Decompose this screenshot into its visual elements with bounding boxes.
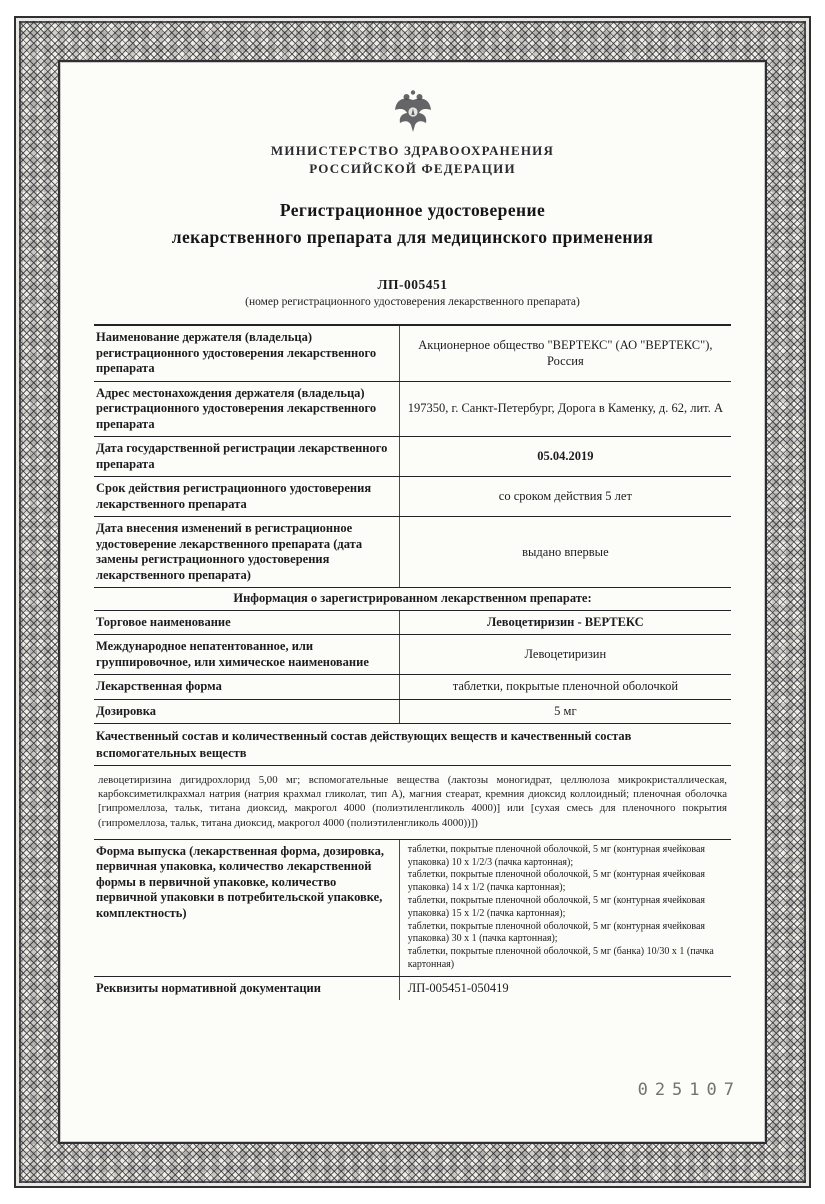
table-row-holder	[94, 326, 731, 382]
release-form-item: таблетки, покрытые пленочной оболочкой, 5 мг (контурная ячейковая упаковка) 14 х 1/2 (пачка картонная);	[407, 869, 705, 894]
certificate-document	[58, 60, 767, 1144]
table-row-requisites	[94, 977, 731, 1001]
field-value: выдано впервые	[522, 544, 609, 559]
composition-title-row	[94, 724, 731, 766]
field-value: ЛП-005451-050419	[407, 980, 509, 995]
document-title-line-1: Регистрационное удостоверение	[279, 200, 546, 221]
field-value: со сроком действия 5 лет	[498, 489, 632, 504]
document-title-line-2: лекарственного препарата для медицинского применения	[171, 227, 654, 248]
field-label: Дозировка	[94, 700, 400, 724]
table-row-dosage-form	[94, 675, 731, 700]
serial-number-stamp: 025107	[637, 1080, 741, 1100]
registration-number: ЛП-005451	[377, 277, 448, 293]
table-row-amendments	[94, 517, 731, 588]
certificate-table	[94, 324, 731, 1000]
ministry-line-2: РОССИЙСКОЙ ФЕДЕРАЦИИ	[309, 160, 516, 176]
field-label: Адрес местонахождения держателя (владельца) регистрационного удостоверения лекарственного препарата	[94, 382, 400, 437]
table-row-dosage	[94, 700, 731, 725]
document-title	[94, 197, 731, 251]
field-value: Левоцетиризин	[524, 647, 607, 662]
composition-title: Качественный состав и количественный состав действующих веществ и качественный состав вспомогательных веществ	[96, 729, 632, 760]
field-label: Наименование держателя (владельца) регистрационного удостоверения лекарственного препарата	[94, 326, 400, 381]
release-form-item: таблетки, покрытые пленочной оболочкой, 5 мг (банка) 10/30 х 1 (пачка картонная)	[407, 946, 714, 971]
field-value: Акционерное общество "ВЕРТЕКС" (АО "ВЕРТЕКС"), Россия	[418, 338, 713, 368]
field-value: Левоцетиризин - ВЕРТЕКС	[487, 614, 644, 629]
field-value: 05.04.2019	[537, 449, 594, 464]
field-value: 5 мг	[554, 703, 577, 718]
field-label: Торговое наименование	[94, 611, 400, 635]
registration-number-caption: (номер регистрационного удостоверения лекарственного препарата)	[245, 296, 580, 309]
composition-text-row	[94, 766, 731, 840]
field-value	[400, 840, 731, 976]
field-label: Международное непатентованное, или группировочное, или химическое наименование	[94, 635, 400, 674]
field-value: 197350, г. Санкт-Петербург, Дорога в Каменку, д. 62, лит. А	[407, 401, 723, 416]
table-row-address	[94, 382, 731, 438]
field-value: таблетки, покрытые пленочной оболочкой	[452, 679, 679, 694]
ministry-line-1: МИНИСТЕРСТВО ЗДРАВООХРАНЕНИЯ	[270, 143, 555, 158]
coat-of-arms-icon	[393, 88, 433, 134]
composition-text: левоцетиризина дигидрохлорид 5,00 мг; вспомогательные вещества (лактозы моногидрат, целлюлоза микрокристаллическая, карбоксиметилкрахмал натрия (натрия крахмал гликолат, тип А), магния стеарат, кремния диоксид коллоидный; пленочная оболочка [гипромеллоза, тальк, титана диоксид, макрогол 4000 (полиэтиленгликоль 4000)] или [сухая смесь для пленочного покрытия (гипромеллоза, тальк, титана диоксид, макрогол 4000 (полиэтиленгликоль 4000))])	[98, 773, 727, 829]
release-form-item: таблетки, покрытые пленочной оболочкой, 5 мг (контурная ячейковая упаковка) 30 х 1 (пачка картонная);	[407, 920, 705, 945]
field-label: Дата государственной регистрации лекарственного препарата	[94, 437, 400, 476]
table-row-registration-date	[94, 437, 731, 477]
info-section-title: Информация о зарегистрированном лекарственном препарате:	[94, 588, 731, 611]
table-row-validity	[94, 477, 731, 517]
field-label: Лекарственная форма	[94, 675, 400, 699]
field-label: Срок действия регистрационного удостоверения лекарственного препарата	[94, 477, 400, 516]
table-row-inn	[94, 635, 731, 675]
ministry-name	[94, 142, 731, 177]
field-label: Реквизиты нормативной документации	[94, 977, 400, 1001]
field-label: Дата внесения изменений в регистрационное удостоверение лекарственного препарата (дата замены регистрационного удостоверения лекарственного препарата)	[94, 517, 400, 587]
field-label: Форма выпуска (лекарственная форма, дозировка, первичная упаковка, количество лекарственной формы в первичной упаковке, количество первичной упаковки в потребительской упаковке, комплектность)	[94, 840, 400, 976]
release-form-item: таблетки, покрытые пленочной оболочкой, 5 мг (контурная ячейковая упаковка) 10 х 1/2/3 (пачка картонная);	[407, 843, 705, 868]
release-form-item: таблетки, покрытые пленочной оболочкой, 5 мг (контурная ячейковая упаковка) 15 х 1/2 (пачка картонная);	[407, 895, 705, 919]
table-row-trade-name	[94, 611, 731, 636]
table-row-release-form	[94, 840, 731, 977]
